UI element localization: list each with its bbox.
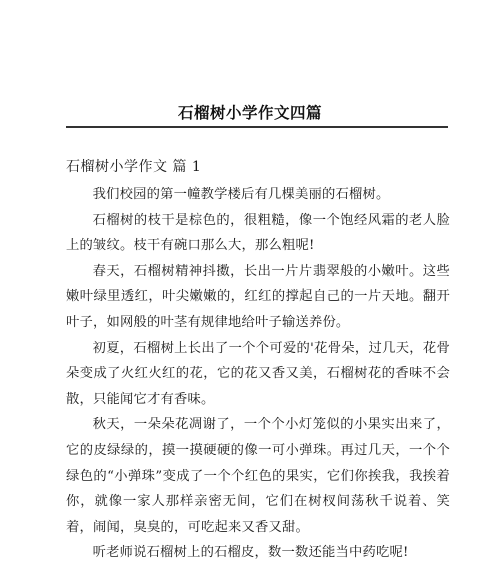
section-heading: 石榴树小学作文 篇 1 [66,159,202,175]
paragraph-5: 秋天，一朵朵花凋谢了，一个个小灯笼似的小果实出来了，它的皮绿绿的，摸一摸硬硬的像一可小弹珠。再过几天，一个个绿色的“小弹珠”变成了一个个红色的果实，它们你挨我，我挨着你，就像一家人那样亲密无间，它们在树杈间荡秋千说着、笑着，闹闻，臭臭的，可吃起来又香又甜。 [66,417,450,535]
paragraph-6: 听老师说石榴树上的石榴皮，数一数还能当中药吃呢! [92,545,409,561]
title-divider [66,126,448,128]
paragraph-3: 春天，石榴树精神抖擞，长出一片片翡翠般的小嫩叶。这些嫩叶绿里透红，叶尖嫩嫩的，红红的撑起自己的一片天地。翻开叶子，如网般的叶茎有规律地给叶子输送养份。 [66,263,450,330]
essay-body [66,182,450,566]
document-title: 石榴树小学作文四篇 [177,104,322,122]
paragraph-2: 石榴树的枝干是棕色的，很粗糙，像一个饱经风霜的老人脸上的皱纹。枝干有碗口那么大，那么粗呢! [66,212,450,254]
paragraph-1: 我们校园的第一幢教学楼后有几棵美丽的石榴树。 [92,187,390,202]
paragraph-4: 初夏，石榴树上长出了一个个可爱的'花骨朵，过几天，花骨朵变成了火红火红的花，它的花又香又美，石榴树花的香味不会散，只能闻它才有香味。 [66,340,450,407]
